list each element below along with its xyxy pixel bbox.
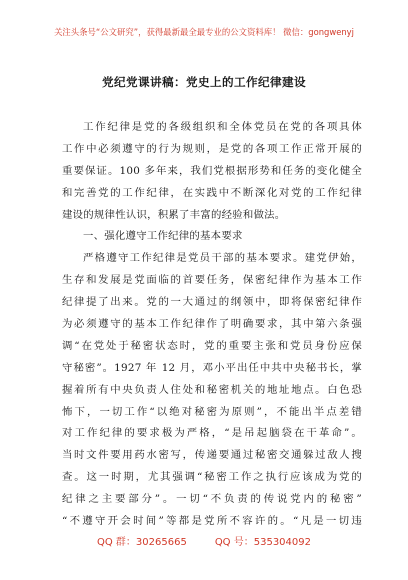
document-title: 党纪党课讲稿：党史上的工作纪律建设 (102, 75, 306, 89)
header-note: 关注头条号“公文研究”，获得最新最全最专业的公文资料库！ 微信：gongwenyj (54, 27, 354, 37)
body-line: 生存和发展是党面临的首要任务，保密纪律作为基本工作 (62, 274, 362, 287)
body-line: 纪律之主要部分”。一切“不负责的传说党内的秘密” (62, 493, 362, 506)
body-line: 工作中必须遵守的行为规则，是党的各项工作正常开展的 (62, 142, 362, 155)
body-line: 建设的规律性认识，积累了丰富的经验和做法。 (62, 208, 286, 221)
body-line: 对工作纪律的要求极为严格，“是吊起脑袋在干革命”。 (62, 427, 362, 440)
body-line: 和完善党的工作纪律，在实践中不断深化对党的工作纪律 (62, 186, 362, 199)
footer-qq-number: QQ 号：535304092 (214, 537, 311, 548)
body-line: 握着所有中央负责人住处和秘密机关的地址地点。白色恐 (62, 383, 362, 396)
body-line: “不遵守开会时间”等都是党所不容许的。“凡是一切违 (62, 515, 362, 528)
body-line: 一、强化遵守工作纪律的基本要求 (83, 230, 243, 243)
body-line: 重要保证。100 多年来，我们党根据形势和任务的变化健全 (62, 164, 362, 177)
body-line: 当时文件要用药水密写，传递要通过秘密交通躲过敌人搜 (62, 449, 362, 462)
body-line: 调“在党处于秘密状态时，党的重要主张和党员身份应保 (62, 339, 362, 352)
body-line: 工作纪律是党的各级组织和全体党员在党的各项具体 (83, 121, 362, 133)
body-line: 查。这一时期，尤其强调“秘密工作之执行应该成为党的 (62, 471, 362, 484)
body-line: 严格遵守工作纪律是党员干部的基本要求。建党伊始， (83, 252, 362, 265)
footer-qq-group: QQ 群：30265665 (96, 537, 187, 548)
body-line: 纪律提了出来。党的一大通过的纲领中，即将保密纪律作 (62, 296, 362, 309)
body-line: 怖下，一切工作“以绝对秘密为原则”，不能出半点差错 (62, 405, 362, 418)
footer-contact (0, 533, 408, 548)
body-line: 守秘密”。1927 年 12 月，邓小平出任中共中央秘书长，掌 (62, 361, 362, 374)
body-line: 为必须遵守的基本工作纪律作了明确要求，其中第六条强 (62, 318, 362, 331)
document-body (62, 117, 362, 533)
